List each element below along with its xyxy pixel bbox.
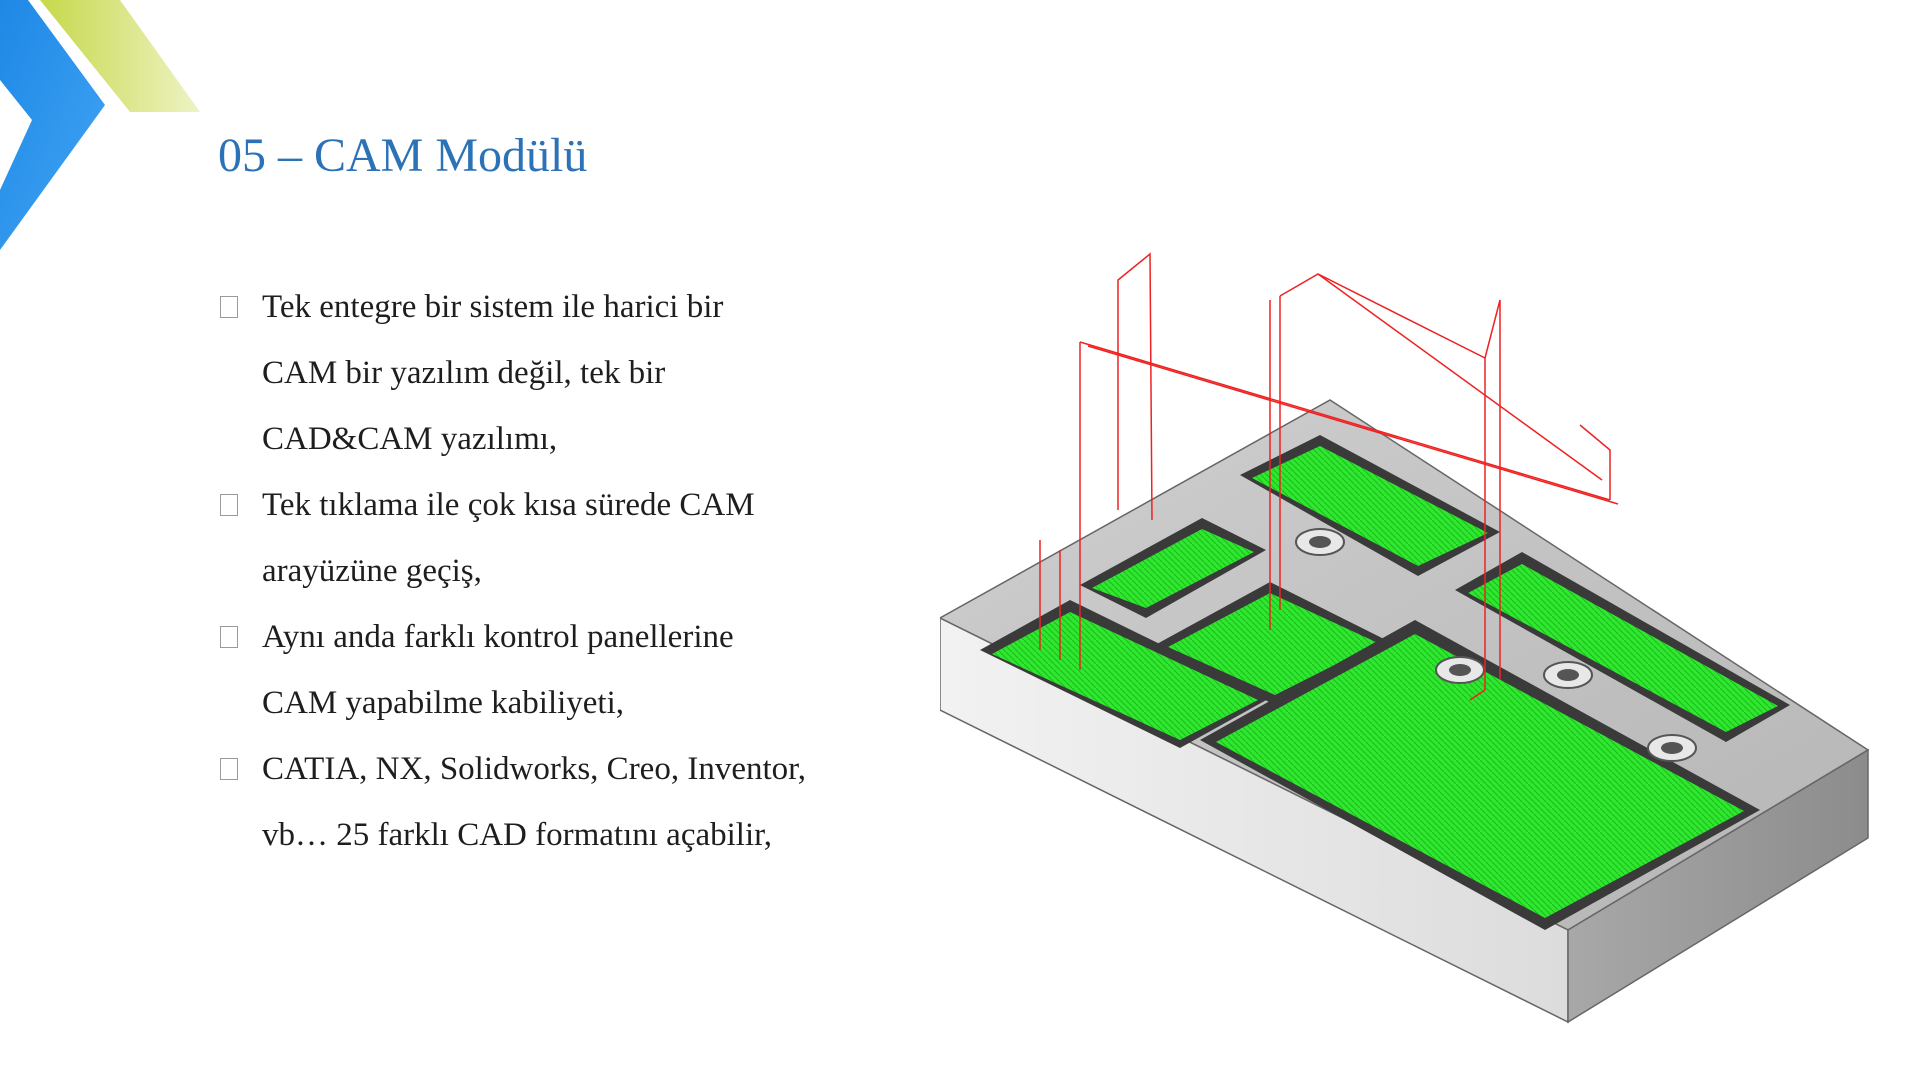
list-item [220, 736, 920, 868]
bullet-text-line: CAM bir yazılım değil, tek bir [262, 355, 666, 391]
cam-toolpath-illustration [940, 250, 1880, 1030]
square-bullet-icon [220, 296, 238, 318]
square-bullet-icon [220, 626, 238, 648]
page-title: 05 – CAM Modülü [218, 129, 588, 182]
list-item [220, 472, 920, 604]
bullet-text-line: Tek tıklama ile çok kısa sürede CAM [262, 487, 755, 523]
bullet-text-line: Tek entegre bir sistem ile harici bir [262, 289, 724, 325]
square-bullet-icon [220, 494, 238, 516]
list-item [220, 274, 920, 472]
bullet-text-line: Aynı anda farklı kontrol panellerine [262, 619, 734, 655]
bullet-text-line: CATIA, NX, Solidworks, Creo, Inventor, [262, 751, 807, 787]
bullet-text-line: CAM yapabilme kabiliyeti, [262, 685, 625, 721]
list-item [220, 604, 920, 736]
bullet-list [220, 274, 920, 868]
chevron-right-icon [0, 0, 220, 260]
bullet-text-line: CAD&CAM yazılımı, [262, 421, 558, 457]
bullet-text-line: arayüzüne geçiş, [262, 553, 482, 589]
square-bullet-icon [220, 758, 238, 780]
bullet-text-line: vb… 25 farklı CAD formatını açabilir, [262, 817, 773, 853]
